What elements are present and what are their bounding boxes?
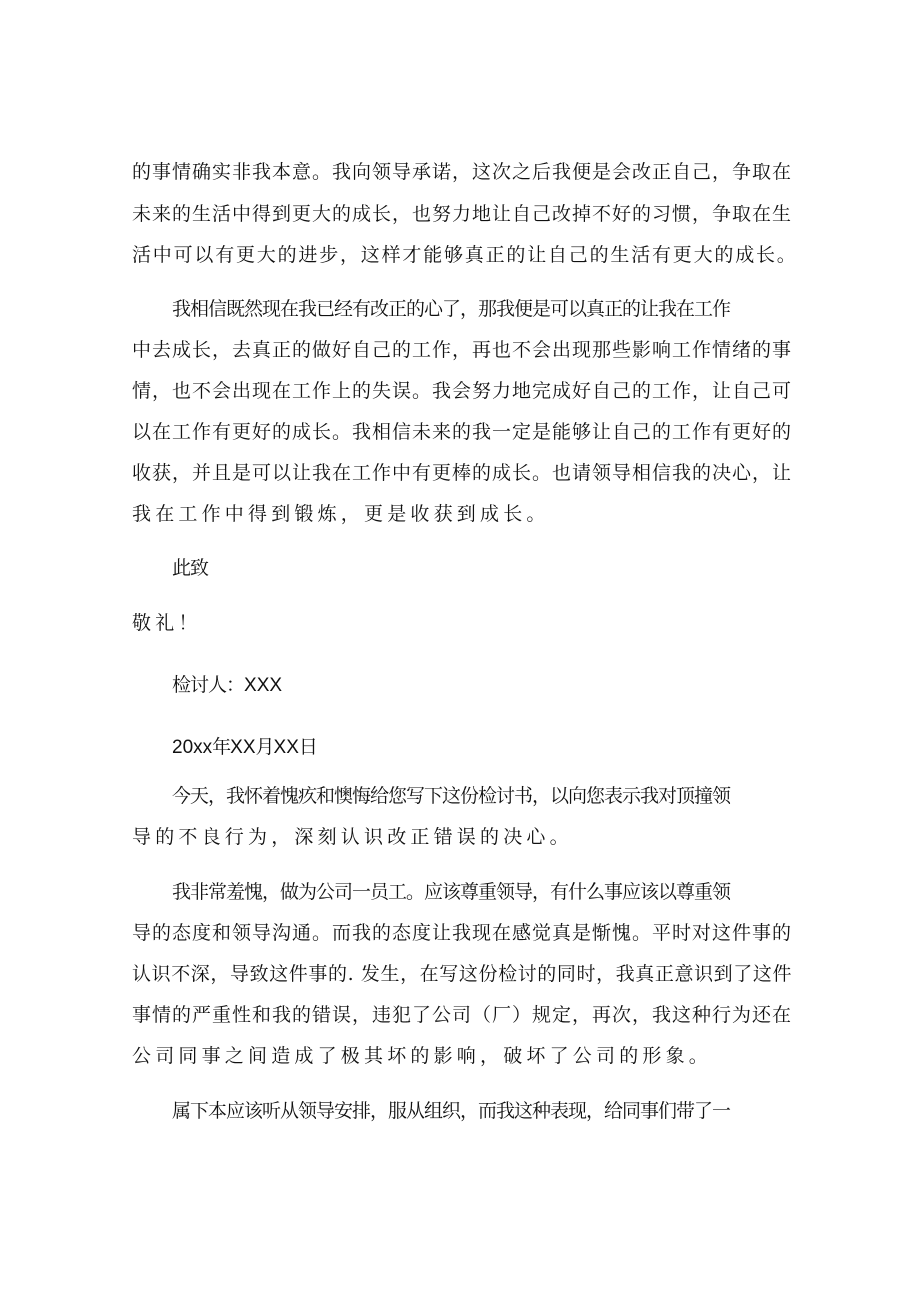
date-day: XX: [273, 737, 299, 758]
signer-line: [172, 673, 838, 698]
paragraph-1-line-2: 未来的生活中得到更大的成长，也努力地让自己改掉不好的习惯，争取在生: [132, 203, 793, 225]
paragraph-2-line-2: 中去成长，去真正的做好自己的工作，再也不会出现那些影响工作情绪的事: [132, 339, 793, 361]
paragraph-2-line-1: 我相信既然现在我已经有改正的心了，那我便是可以真正的让我在工作: [172, 298, 731, 320]
date-day-unit: 日: [298, 736, 317, 758]
date-year: 20xx: [172, 737, 213, 758]
closing-text: 此致: [172, 557, 209, 579]
paragraph-4-line-5: 公司同事之间造成了极其坏的影响，破坏了公司的形象。: [132, 1045, 713, 1067]
paragraph-5-line-1: 属下本应该听从领导安排，服从组织，而我这种表现，给同事们带了一: [172, 1100, 731, 1122]
date-month: XX: [230, 737, 256, 758]
paragraph-1-line-3: 活中可以有更大的进步，这样才能够真正的让自己的生活有更大的成长。: [132, 244, 798, 266]
paragraph-2-line-4: 以在工作有更好的成长。我相信未来的我一定是能够让自己的工作有更好的: [132, 421, 793, 443]
signer-label: 检讨人：: [172, 674, 245, 696]
paragraph-4-line-3: 认识不深，导致这件事的. 发生，在写这份检讨的同时，我真正意识到了这件: [132, 963, 793, 985]
paragraph-3-line-1: 今天，我怀着愧疚和懊悔给您写下这份检讨书，以向您表示我对顶撞领: [172, 785, 731, 807]
paragraph-4-line-1: 我非常羞愧，做为公司一员工。应该尊重领导，有什么事应该以尊重领: [172, 881, 731, 903]
paragraph-4-line-4: 事情的严重性和我的错误，违犯了公司（厂）规定，再次，我这种行为还在: [132, 1004, 793, 1026]
date-year-unit: 年: [212, 736, 231, 758]
paragraph-2-line-5: 收获，并且是可以让我在工作中有更棒的成长。也请领导相信我的决心，让: [132, 462, 793, 484]
salutation-text: 敬礼！: [132, 612, 202, 634]
paragraph-1-line-1: 的事情确实非我本意。我向领导承诺，这次之后我便是会改正自己，争取在: [132, 161, 793, 183]
paragraph-3-line-2: 导的不良行为，深刻认识改正错误的决心。: [132, 826, 573, 848]
paragraph-2-line-6: 我在工作中得到锻炼，更是收获到成长。: [132, 503, 550, 525]
date-line: [172, 735, 838, 760]
paragraph-2-line-3: 情，也不会出现在工作上的失误。我会努力地完成好自己的工作，让自己可: [132, 380, 793, 402]
paragraph-4-line-2: 导的态度和领导沟通。而我的态度让我现在感觉真是惭愧。平时对这件事的: [132, 922, 793, 944]
signer-name: XXX: [244, 675, 283, 696]
date-month-unit: 月: [255, 736, 274, 758]
